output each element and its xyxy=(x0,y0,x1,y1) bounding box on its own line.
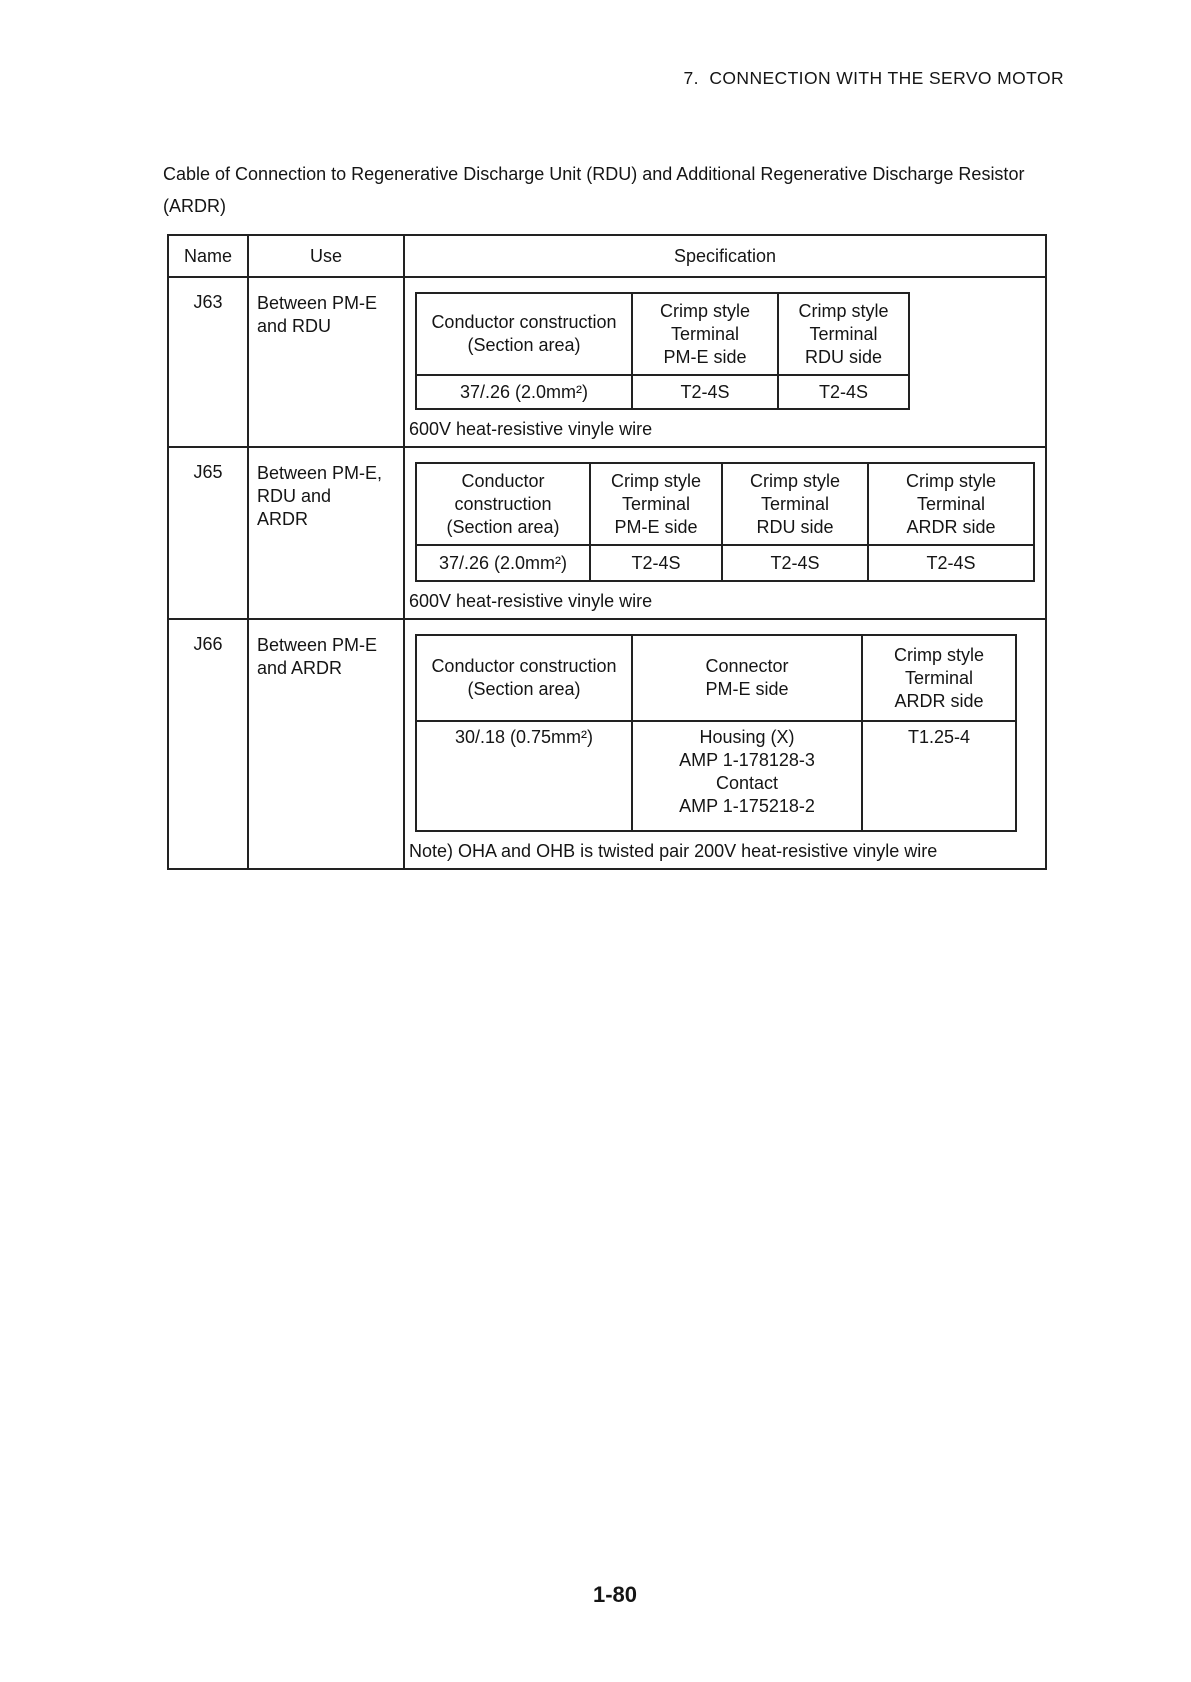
row-spec-cell xyxy=(404,619,1046,869)
spec-header-cell: Conductor construction (Section area) xyxy=(416,293,632,375)
row-spec-cell xyxy=(404,447,1046,619)
spec-note: 600V heat-resistive vinyle wire xyxy=(409,419,653,439)
cable-name: J65 xyxy=(193,462,223,482)
column-header-specification: Specification xyxy=(404,235,1046,277)
row-use-cell xyxy=(248,277,404,447)
row-name-cell xyxy=(168,619,248,869)
spec-value-cell: 37/.26 (2.0mm²) xyxy=(416,375,632,409)
table-row xyxy=(168,277,1046,447)
cable-use: Between PM-E and RDU xyxy=(257,293,378,336)
section-header: 7. CONNECTION WITH THE SERVO MOTOR xyxy=(683,68,1064,88)
row-name-cell xyxy=(168,447,248,619)
spec-value-row xyxy=(416,545,1034,581)
spec-header-cell: Crimp style Terminal ARDR side xyxy=(868,463,1034,545)
row-use-cell xyxy=(248,447,404,619)
row-name-cell xyxy=(168,277,248,447)
row-use-cell xyxy=(248,619,404,869)
spec-header-row xyxy=(416,293,909,375)
cable-use: Between PM-E, RDU and ARDR xyxy=(257,463,383,529)
row-spec-cell xyxy=(404,277,1046,447)
column-header-name: Name xyxy=(168,235,248,277)
spec-value-cell: T2-4S xyxy=(632,375,778,409)
page-number: 1-80 xyxy=(592,1582,638,1607)
spec-value-row xyxy=(416,721,1016,831)
spec-header-cell: Conductor construction (Section area) xyxy=(416,463,590,545)
spec-subtable xyxy=(415,634,1017,832)
spec-note: 600V heat-resistive vinyle wire xyxy=(409,591,653,611)
spec-header-cell: Conductor construction (Section area) xyxy=(416,635,632,721)
spec-header-row xyxy=(416,635,1016,721)
spec-value-cell: 37/.26 (2.0mm²) xyxy=(416,545,590,581)
spec-header-cell: Crimp style Terminal RDU side xyxy=(722,463,868,545)
spec-value-row xyxy=(416,375,909,409)
spec-value-cell: T2-4S xyxy=(778,375,909,409)
spec-subtable xyxy=(415,462,1035,582)
table-row xyxy=(168,447,1046,619)
spec-header-cell: Crimp style Terminal PM-E side xyxy=(632,293,778,375)
spec-note: Note) OHA and OHB is twisted pair 200V heat-resistive vinyle wire xyxy=(409,841,938,861)
column-header-use: Use xyxy=(248,235,404,277)
spec-value-cell: T1.25-4 xyxy=(862,721,1016,831)
spec-header-cell: Crimp style Terminal ARDR side xyxy=(862,635,1016,721)
cable-name: J66 xyxy=(193,634,223,654)
spec-value-cell: T2-4S xyxy=(868,545,1034,581)
spec-value-cell: 30/.18 (0.75mm²) xyxy=(416,721,632,831)
spec-subtable xyxy=(415,292,910,410)
cable-spec-table xyxy=(167,234,1047,870)
spec-header-cell: Crimp style Terminal RDU side xyxy=(778,293,909,375)
spec-value-cell: Housing (X) AMP 1-178128-3 Contact AMP 1-175218-2 xyxy=(632,721,862,831)
intro-paragraph: Cable of Connection to Regenerative Discharge Unit (RDU) and Additional Regenerative Discharge Resistor (ARDR) xyxy=(163,164,1025,216)
cable-name: J63 xyxy=(193,292,223,312)
table-row xyxy=(168,619,1046,869)
spec-header-row xyxy=(416,463,1034,545)
spec-header-cell: Crimp style Terminal PM-E side xyxy=(590,463,722,545)
table-header-row xyxy=(168,235,1046,277)
spec-value-cell: T2-4S xyxy=(590,545,722,581)
spec-header-cell: Connector PM-E side xyxy=(632,635,862,721)
cable-use: Between PM-E and ARDR xyxy=(257,635,378,678)
spec-value-cell: T2-4S xyxy=(722,545,868,581)
